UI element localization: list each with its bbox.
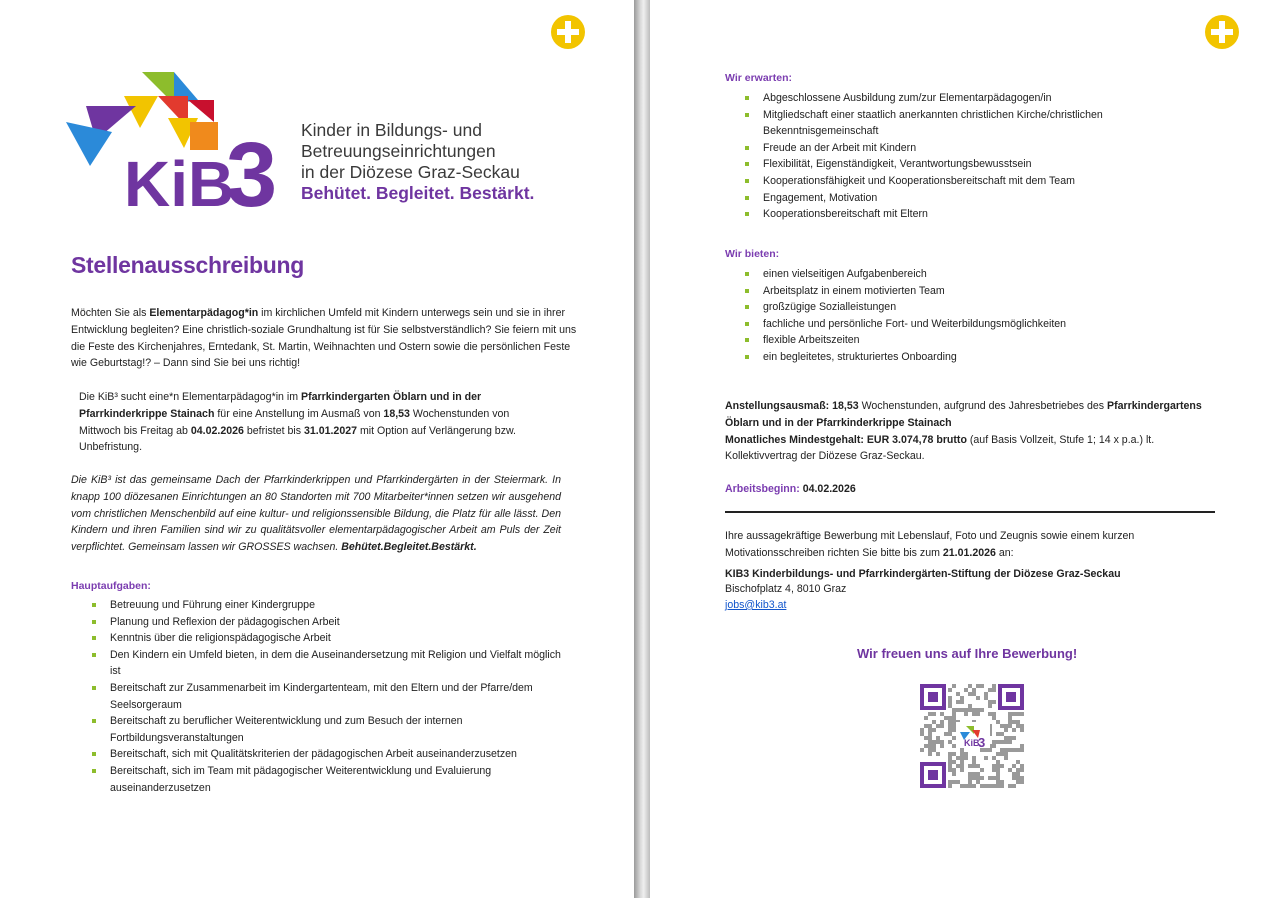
list-item: Kooperationsbereitschaft mit Eltern (745, 206, 1145, 223)
email-link[interactable]: jobs@kib3.at (725, 598, 787, 611)
svg-text:KiB: KiB (124, 148, 235, 210)
text-bold: Pfarrkindergartens Öblarn und in der Pfarrkinderkrippe Stainach (725, 400, 1202, 429)
list-item: Bereitschaft, sich mit Qualitätskriterien der pädagogischen Arbeit auseinanderzusetzen (92, 746, 562, 763)
list-item: großzügige Sozialleistungen (745, 299, 1165, 316)
plus-badge-icon (550, 14, 586, 50)
qr-code-icon[interactable] (920, 684, 1024, 788)
text: Wochenstunden, aufgrund des Jahresbetriebes des (858, 400, 1107, 412)
intro-paragraph (71, 305, 579, 372)
text: im kirchlichen Umfeld mit Kindern unterwegs sein und sie in ihrer Entwicklung begleiten? Eine christlich-soziale Grundhaltung ist für Sie selbstverständlich? Sie feiern mit uns die Feste des Kirchenjahres, Erntedank, St. Martin, Weihnachten und Ostern sowie die persönlichen Feste wie Geburtstag!? – Dann sind Sie bei uns richtig! (71, 307, 577, 370)
list-item: Betreuung und Führung einer Kindergruppe (92, 597, 562, 614)
text: Möchten Sie als (71, 307, 150, 319)
list-item: Arbeitsplatz in einem motivierten Team (745, 283, 1165, 300)
anstellung-paragraph (725, 398, 1215, 465)
section-title-erwarten: Wir erwarten: (725, 72, 793, 84)
text-bold: Pfarrkindergarten Öblarn und in der Pfarrkinderkrippe Stainach (79, 391, 482, 420)
contact-org: KIB3 Kinderbildungs- und Pfarrkindergärten-Stiftung der Diözese Graz-Seckau (725, 568, 1121, 580)
svg-text:KiB: KiB (964, 738, 980, 748)
divider (725, 511, 1215, 513)
list-item: flexible Arbeitszeiten (745, 332, 1165, 349)
arbeitsbeginn-date: 04.02.2026 (802, 483, 856, 495)
brand-tagline: Behütet. Begleitet. Bestärkt. (301, 183, 535, 203)
list-item: fachliche und persönliche Fort- und Weiterbildungsmöglichkeiten (745, 316, 1165, 333)
text-bold: Anstellungsausmaß: 18,53 (725, 400, 859, 412)
page-left (0, 0, 634, 898)
hauptaufgaben-list (92, 597, 562, 796)
list-item: Flexibilität, Eigenständigkeit, Verantwortungsbewusstsein (745, 156, 1145, 173)
page-title: Stellenausschreibung (71, 252, 305, 278)
erwarten-list (745, 90, 1145, 223)
section-title-hauptaufgaben: Hauptaufgaben: (71, 580, 151, 592)
list-item: Kooperationsfähigkeit und Kooperationsbereitschaft mit dem Team (745, 173, 1145, 190)
about-paragraph (71, 472, 561, 556)
contact-block (725, 567, 1215, 613)
brand-line: Kinder in Bildungs- und (301, 120, 482, 140)
arbeitsbeginn-label: Arbeitsbeginn: (725, 483, 800, 495)
kib3-logo-icon (66, 70, 296, 210)
text: mit Option auf Verlängerung bzw. Unbefristung. (79, 424, 516, 454)
svg-text:3: 3 (226, 124, 278, 210)
list-item: ein begleitetes, strukturiertes Onboarding (745, 349, 1165, 366)
contact-address: Bischofplatz 4, 8010 Graz (725, 583, 847, 596)
text-bold: 21.01.2026 (942, 546, 996, 559)
text-bold: 18,53 (383, 407, 410, 420)
list-item: Bereitschaft, sich im Team mit pädagogischer Weiterentwicklung und Evaluierung auseinanderzusetzen (92, 763, 562, 796)
list-item: Kenntnis über die religionspädagogische Arbeit (92, 630, 562, 647)
list-item: Bereitschaft zu beruflicher Weiterentwicklung und zum Besuch der internen Fortbildungsveranstaltungen (92, 713, 562, 746)
arbeitsbeginn (725, 481, 856, 498)
list-item: Freude an der Arbeit mit Kindern (745, 140, 1145, 157)
text: Die KiB³ ist das gemeinsame Dach der Pfarrkinderkrippen und Pfarrkindergärten in der Steiermark. In knapp 100 diözesanen Einrichtungen an 80 Standorten mit 700 Mitarbeiter*innen setzen wir ausgehend vom christlichen Menschenbild auf eine kultur- und religionssensible Bildung, die Platz für alle lässt. Den Kindern und ihren Familien sind wir zu qualitätsvoller elementarpädagogischer Arbeit am Puls der Zeit verpflichtet. Gemeinsam lassen wir GROSSES wachsen. (71, 474, 561, 554)
text: Ihre aussagekräftige Bewerbung mit Lebenslauf, Foto und Zeugnis sowie einem kurzen Motivationsschreiben richten Sie bitte bis zum (725, 530, 1135, 559)
text-bold: 04.02.2026 (190, 424, 244, 437)
text-bold: 31.01.2027 (303, 424, 357, 437)
list-item: einen vielseitigen Aufgabenbereich (745, 266, 1165, 283)
text: an: (995, 546, 1014, 559)
list-item: Bereitschaft zur Zusammenarbeit im Kindergartenteam, mit den Eltern und der Pfarre/dem Seelsorgeraum (92, 680, 562, 713)
list-item: Den Kindern ein Umfeld bieten, in dem die Auseinandersetzung mit Religion und Vielfalt möglich ist (92, 647, 562, 680)
list-item: Mitgliedschaft einer staatlich anerkannten christlichen Kirche/christlichen Bekenntnisgemeinschaft (745, 107, 1145, 140)
position-paragraph (79, 389, 539, 456)
svg-text:3: 3 (978, 735, 986, 750)
brand-text (301, 120, 534, 204)
section-title-bieten: Wir bieten: (725, 248, 780, 260)
list-item: Abgeschlossene Ausbildung zum/zur Elementarpädagogen/in (745, 90, 1145, 107)
brand-line: Betreuungseinrichtungen (301, 141, 496, 161)
page-gutter (634, 0, 650, 898)
brand-line: in der Diözese Graz-Seckau (301, 162, 520, 182)
list-item: Engagement, Motivation (745, 190, 1145, 207)
list-item: Planung und Reflexion der pädagogischen Arbeit (92, 614, 562, 631)
bieten-list (745, 266, 1165, 366)
text: Die KiB³ sucht eine*n Elementarpädagog*in im (79, 391, 302, 403)
text: befristet bis (243, 424, 304, 437)
text-bold: Behütet.Begleitet.Bestärkt. (341, 541, 477, 554)
bewerbung-paragraph (725, 528, 1165, 562)
text: Wochenstunden von Mittwoch bis Freitag ab (79, 407, 510, 437)
text: (auf Basis Vollzeit, Stufe 1; 14 x p.a.) lt. Kollektivvertrag der Diözese Graz-Seckau. (725, 433, 1155, 463)
text-bold: Elementarpädagog*in (149, 307, 259, 319)
text-bold: Monatliches Mindestgehalt: EUR 3.074,78 brutto (725, 433, 967, 446)
text: für eine Anstellung im Ausmaß von (214, 407, 384, 420)
closing-text: Wir freuen uns auf Ihre Bewerbung! (857, 646, 1078, 661)
plus-badge-icon (1204, 14, 1240, 50)
